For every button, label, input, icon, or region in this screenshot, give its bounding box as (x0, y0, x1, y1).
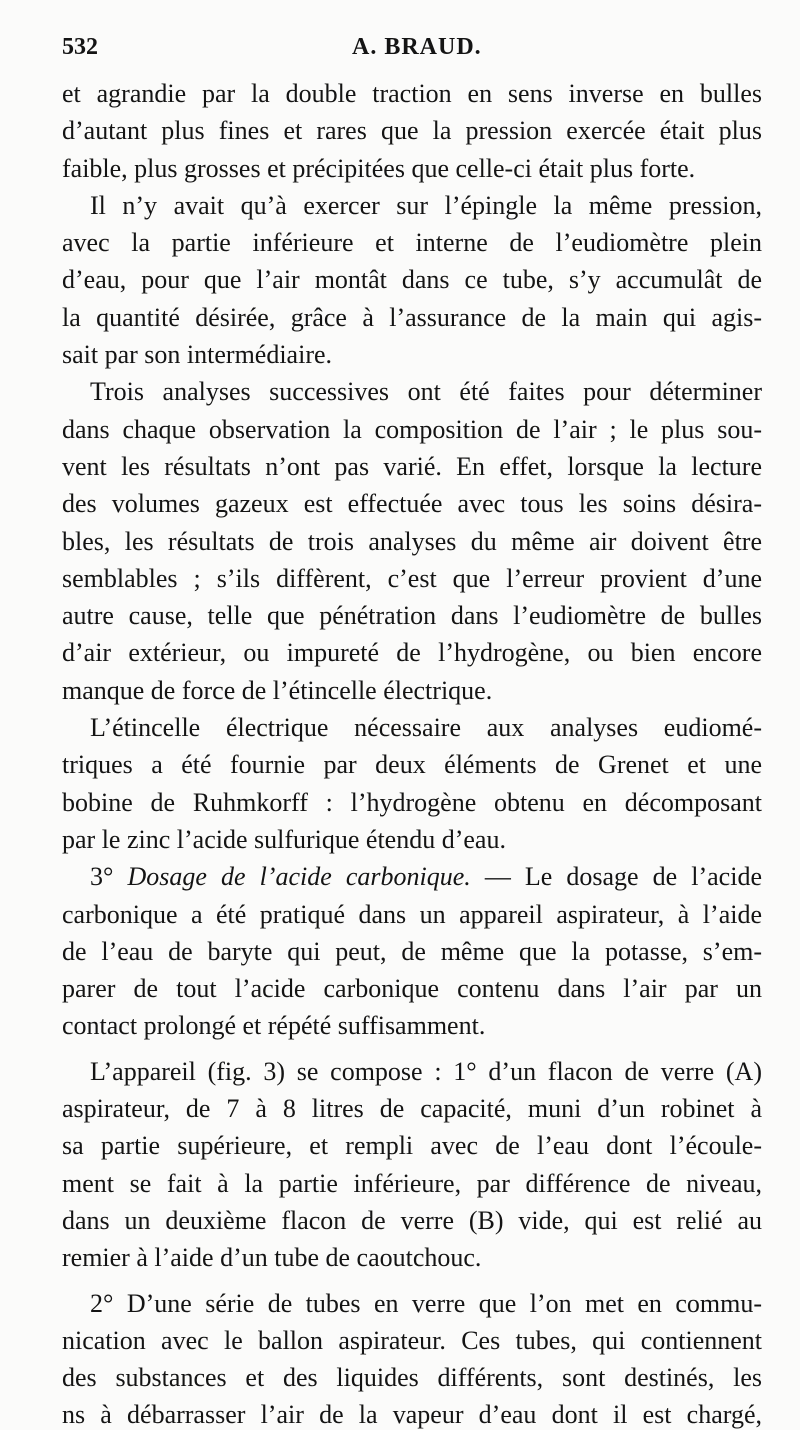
text-line: dans un deuxième flacon de verre (B) vide, qui est relié au (62, 1205, 762, 1235)
text-line: carbonique a été pratiqué dans un appareil aspirateur, à l’aide (62, 899, 762, 929)
section-heading-line (62, 858, 762, 895)
text-line: L’appareil (fig. 3) se compose : 1° d’un flacon de verre (A) (90, 1056, 762, 1086)
text-line: 2° D’une série de tubes en verre que l’on met en commu- (90, 1288, 762, 1318)
text-line: sa partie supérieure, et rempli avec de l’eau dont l’écoule- (62, 1131, 762, 1161)
text-line: semblables ; s’ils diffèrent, c’est que l’erreur provient d’une (62, 563, 762, 593)
text-line: des volumes gazeux est effectuée avec tous les soins désira- (62, 489, 762, 519)
text-line: vent les résultats n’ont pas varié. En effet, lorsque la lecture (62, 451, 762, 481)
text-line: d’eau, pour que l’air montât dans ce tube, s’y accumulât de (62, 265, 762, 295)
text-line: par le zinc l’acide sulfurique étendu d’eau. (62, 824, 506, 854)
text-line: bles, les résultats de trois analyses du même air doivent être (62, 526, 762, 556)
text-line: faible, plus grosses et précipitées que celle-ci était plus forte. (62, 153, 696, 183)
text-line: triques a été fournie par deux éléments de Grenet et une (62, 750, 762, 780)
text-line: Il n’y avait qu’à exercer sur l’épingle la même pression, (90, 190, 762, 220)
section-title: Dosage de l’acide carbonique. (127, 862, 471, 892)
text-line: parer de tout l’acide carbonique contenu dans l’air par un (62, 974, 762, 1004)
paragraph-gap (62, 1277, 762, 1285)
section-text: — Le dosage de l’acide (470, 862, 762, 892)
text-line: nication avec le ballon aspirateur. Ces tubes, qui contiennent (62, 1325, 762, 1355)
text-line: manque de force de l’étincelle électrique. (62, 675, 493, 705)
text-line: aspirateur, de 7 à 8 litres de capacité, muni d’un robinet à (62, 1094, 762, 1124)
paragraph-gap (62, 1045, 762, 1053)
text-line: et agrandie par la double traction en sens inverse en bulles (62, 79, 762, 108)
page-header (62, 34, 760, 68)
text-line: ns à débarrasser l’air de la vapeur d’eau dont il est chargé, (62, 1400, 762, 1430)
text-line: de l’eau de baryte qui peut, de même que la potasse, s’em- (62, 936, 762, 966)
text-line: ment se fait à la partie inférieure, par différence de niveau, (62, 1168, 762, 1198)
text-line: dans chaque observation la composition de l’air ; le plus sou- (62, 414, 762, 444)
text-line: avec la partie inférieure et interne de l’eudiomètre plein (62, 228, 762, 258)
text-line: L’étincelle électrique nécessaire aux analyses eudiomé- (90, 713, 762, 743)
text-line: des substances et des liquides différents, sont destinés, les (62, 1363, 762, 1393)
text-line: autre cause, telle que pénétration dans l’eudiomètre de bulles (62, 601, 762, 631)
text-line: bobine de Ruhmkorff : l’hydrogène obtenu en décomposant (62, 787, 762, 817)
text-line: la quantité désirée, grâce à l’assurance de la main qui agis- (62, 302, 762, 332)
page-number: 532 (62, 34, 98, 60)
text-line: remier à l’aide d’un tube de caoutchouc. (62, 1243, 482, 1273)
text-line: d’autant plus fines et rares que la pression exercée était plus (62, 116, 762, 146)
section-number: 3° (90, 862, 128, 892)
text-line: Trois analyses successives ont été faites pour déterminer (90, 377, 762, 407)
text-line: contact prolongé et répété suffisamment. (62, 1011, 486, 1041)
body-text (62, 75, 762, 1430)
text-line: sait par son intermédiaire. (62, 340, 333, 370)
running-head: A. BRAUD. (352, 34, 482, 60)
text-line: d’air extérieur, ou impureté de l’hydrogène, ou bien encore (62, 638, 762, 668)
